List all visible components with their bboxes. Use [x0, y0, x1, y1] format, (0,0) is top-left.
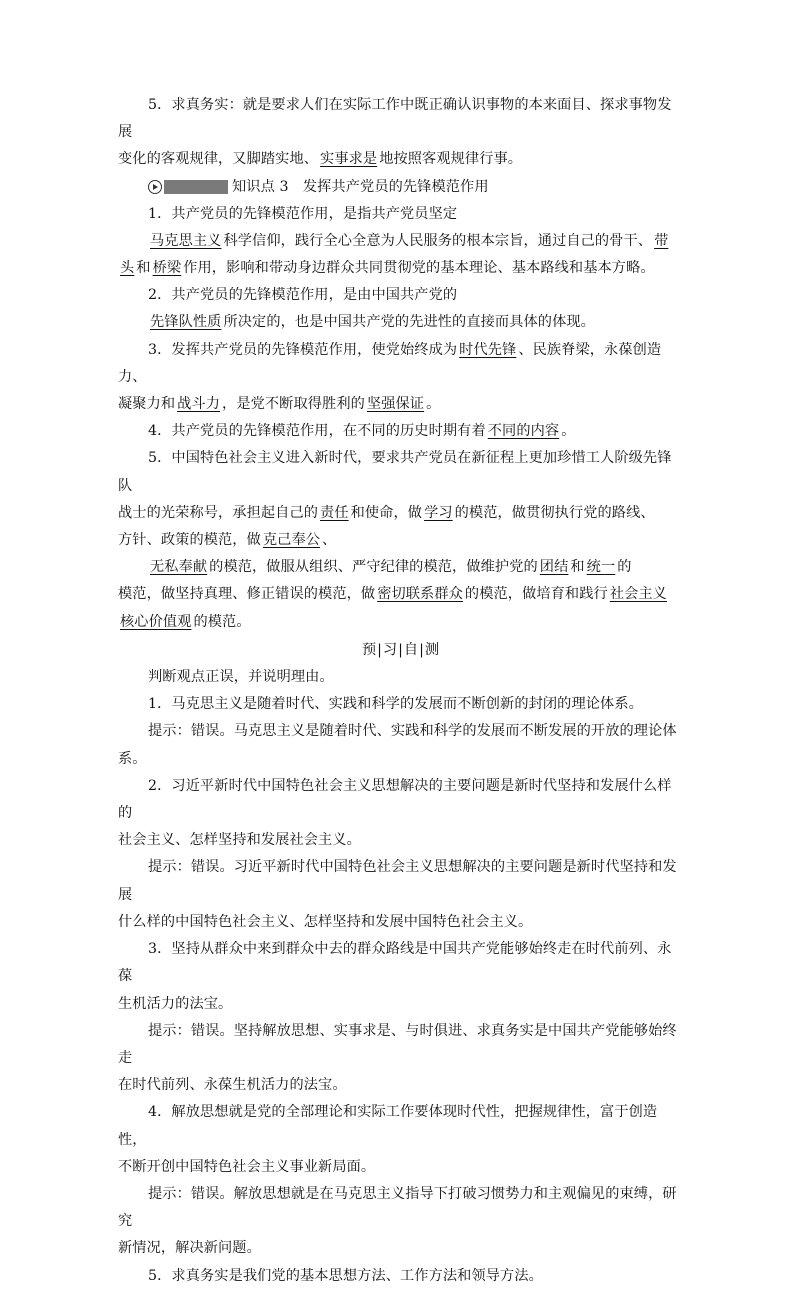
answer-3-line1: 提示：错误。坚持解放思想、实事求是、与时俱进、求真务实是中国共产党能够始终走: [118, 1022, 677, 1066]
paragraph-p5-line2: [118, 146, 684, 173]
paragraph-p5-line1: 5．求真务实：就是要求人们在实际工作中既正确认识事物的本来面目、探求事物发展: [118, 97, 672, 141]
text-span: 战士的光荣称号，承担起自己的: [118, 504, 319, 521]
fill-blank: 实事求是: [320, 151, 378, 168]
text-span: 作用，影响和带动身边群众共同贯彻党的基本理论、基本路线和基本方略。: [183, 260, 655, 277]
text-span: 方针、政策的模范，做: [118, 532, 261, 549]
fill-blank: 密切联系群众: [377, 586, 463, 603]
fill-blank: 团结: [539, 559, 569, 576]
text-span: 所决定的，也是中国共产党的先进性的直接而具体的体现。: [223, 314, 595, 331]
fill-blank: 马克思主义: [150, 232, 222, 249]
fill-blank: 战斗力: [177, 396, 221, 413]
paragraph-k5-line2: [118, 500, 684, 527]
text-span: 的模范，做培育和践行: [464, 586, 608, 603]
fill-blank: 坚强保证: [366, 396, 425, 413]
question-4-line2: 不断开创中国特色社会主义事业新局面。: [118, 1158, 376, 1175]
fill-blank: 时代先锋: [459, 341, 517, 358]
paragraph-k3-line2: [118, 391, 684, 418]
text-span: 地按照客观规律行事。: [379, 151, 523, 168]
text-span: 和使命，做: [350, 504, 423, 521]
answer-2-line1: 提示：错误。习近平新时代中国特色社会主义思想解决的主要问题是新时代坚持和发展: [118, 859, 677, 903]
text-span: 、: [322, 532, 337, 549]
fill-blank: 先锋队性质: [150, 314, 222, 331]
section-marker-bar: [164, 180, 228, 194]
fill-blank: 头: [120, 260, 135, 277]
fill-blank: 不同的内容: [487, 423, 560, 440]
paragraph-k5-line3: [118, 527, 684, 554]
answer-4-line1: 提示：错误。解放思想就是在马克思主义指导下打破习惯势力和主观偏见的束缚，研究: [118, 1185, 677, 1230]
text-span: 和: [136, 260, 151, 277]
fill-blank: 学习: [424, 504, 453, 521]
text-span: 和: [570, 559, 585, 576]
paragraph-k1-line3: [118, 255, 684, 282]
question-3-line1: 3．坚持从群众中来到群众中去的群众路线是中国共产党能够始终走在时代前列、永葆: [118, 941, 672, 985]
text-span: 的模范，做服从组织、严守纪律的模范，做维护党的: [209, 559, 538, 576]
preview-section-title: 预|习|自|测: [361, 641, 441, 658]
question-2-line2: 社会主义、怎样坚持和发展社会主义。: [118, 832, 361, 849]
paragraph-k2-line1: 2．共产党员的先锋模范作用，是由中国共产党的: [148, 287, 458, 304]
question-3-line2: 生机活力的法宝。: [118, 995, 233, 1012]
fill-blank: 带: [654, 232, 669, 249]
answer-2-line2: 什么样的中国特色社会主义、怎样坚持和发展中国特色社会主义。: [118, 913, 533, 930]
text-span: 凝聚力和: [118, 396, 176, 413]
question-4-line1: 4．解放思想就是党的全部理论和实际工作要体现时代性，把握规律性，富于创造性，: [118, 1104, 658, 1148]
question-5: 5．求真务实是我们党的基本思想方法、工作方法和领导方法。: [148, 1267, 543, 1284]
text-span: 模范，做坚持真理、修正错误的模范，做: [118, 586, 376, 603]
play-circle-icon: [148, 180, 162, 194]
fill-blank: 社会主义: [609, 586, 667, 603]
question-1: 1．马克思主义是随着时代、实践和科学的发展而不断创新的封闭的理论体系。: [148, 696, 643, 713]
fill-blank: 统一: [586, 559, 616, 576]
fill-blank: 核心价值观: [120, 613, 192, 630]
paragraph-k5-line4: [118, 554, 684, 581]
section-marker: [148, 180, 228, 194]
paragraph-k1-line2: [118, 228, 684, 255]
text-span: 的模范。: [193, 613, 251, 630]
paragraph-k4-line1: [118, 418, 684, 445]
text-span: 。: [561, 423, 576, 440]
text-span: 科学信仰，践行全心全意为人民服务的根本宗旨，通过自己的骨干、: [223, 232, 653, 249]
text-span: 的: [617, 559, 632, 576]
paragraph-k5-line5: [118, 581, 684, 608]
fill-blank: 克己奉公: [262, 532, 321, 549]
section-heading: [148, 174, 684, 201]
fill-blank: 桥梁: [152, 260, 182, 277]
answer-4-line2: 新情况，解决新问题。: [118, 1240, 261, 1257]
text-span: 的模范，做贯彻执行党的路线、: [454, 504, 655, 521]
paragraph-k2-line2: [118, 309, 684, 336]
text-span: ，是党不断取得胜利的: [222, 396, 365, 413]
question-2-line1: 2．习近平新时代中国特色社会主义思想解决的主要问题是新时代坚持和发展什么样的: [118, 777, 672, 822]
text-span: 、民族脊梁，永葆创造力、: [118, 341, 662, 385]
section-title: 知识点 3 发挥共产党员的先锋模范作用: [232, 178, 489, 195]
answer-3-line2: 在时代前列、永葆生机活力的法宝。: [118, 1077, 347, 1094]
paragraph-k3-line1: [118, 337, 684, 391]
paragraph-k5-line6: [118, 609, 684, 636]
paragraph-k5-line1: 5．中国特色社会主义进入新时代，要求共产党员在新征程上更加珍惜工人阶级先锋队: [118, 450, 672, 494]
text-span: 。: [426, 396, 441, 413]
text-span: 4．共产党员的先锋模范作用，在不同的历史时期有着: [148, 423, 486, 440]
text-span: 变化的客观规律，又脚踏实地、: [118, 151, 319, 168]
answer-1: 提示：错误。马克思主义是随着时代、实践和科学的发展而不断发展的开放的理论体系。: [118, 723, 677, 767]
fill-blank: 责任: [320, 504, 349, 521]
instruction-text: 判断观点正误，并说明理由。: [148, 669, 334, 686]
text-span: 3．发挥共产党员的先锋模范作用，使党始终成为: [148, 341, 458, 358]
paragraph-k1-line1: 1．共产党员的先锋模范作用，是指共产党员坚定: [148, 205, 458, 222]
fill-blank: 无私奉献: [150, 559, 208, 576]
